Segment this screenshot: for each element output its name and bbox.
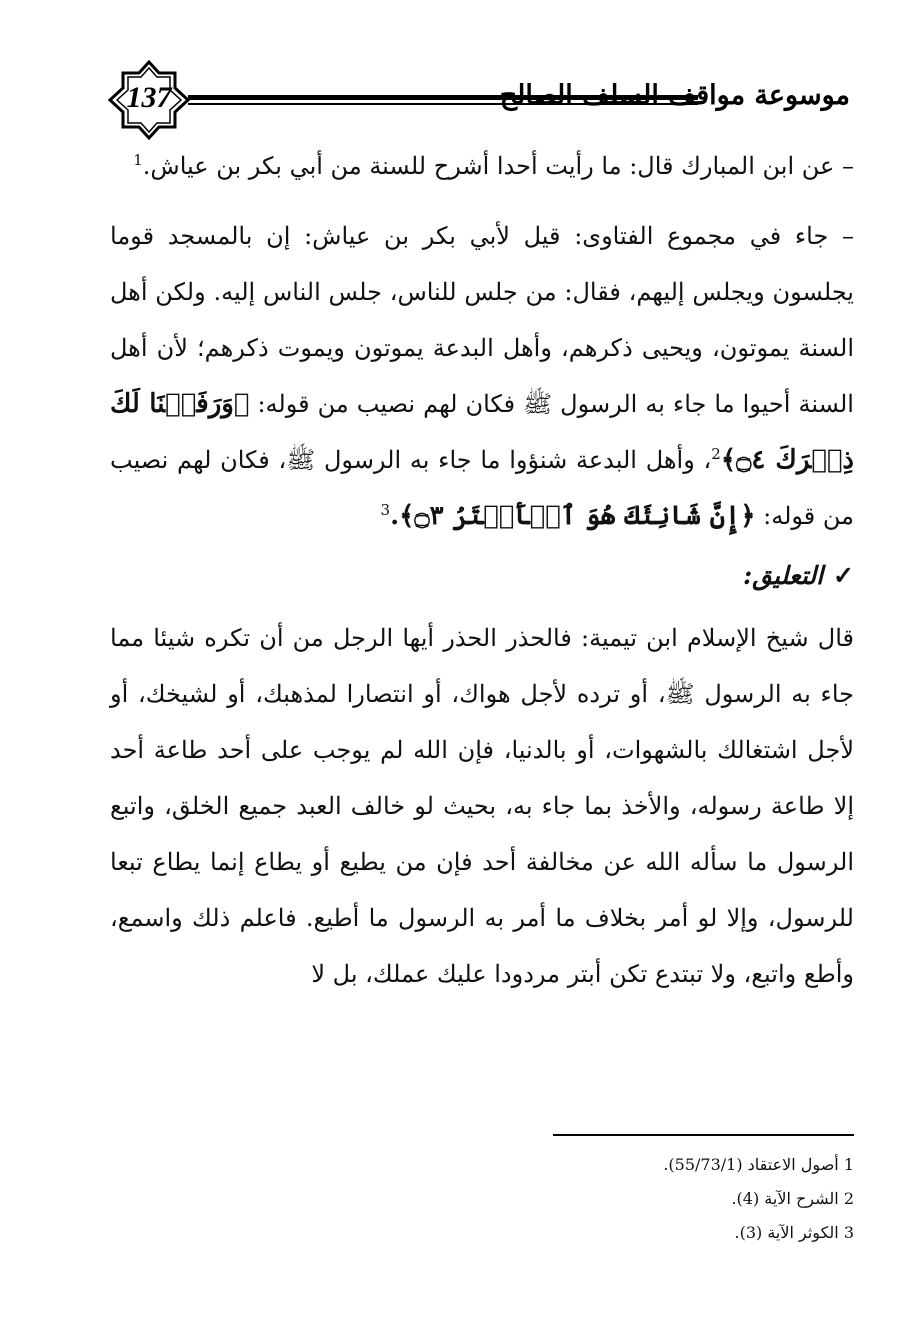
page-number: 137 xyxy=(126,81,172,114)
commentary-paragraph: قال شيخ الإسلام ابن تيمية: فالحذر الحذر أيها الرجل من أن تكره شيئا مما جاء به الرسول ﷺ، أو ترده لأجل هواك، أو انتصارا لمذهبك، أو لشيخك، أو لأجل اشتغالك بالشهوات، أو بالدنيا، فإن الله لم يوجب على أحد طاعة أحد إلا طاعة رسوله، والأخذ بما جاء به، بحيث لو خالف العبد جميع الخلق، واتبع الرسول ما سأله الله عن مخالفة أحد فإن من يطيع أو يطاع إنما يطاع تبعا للرسول، وإلا لو أمر بخلاف ما أمر به الرسول ما أطيع. فاعلم ذلك واسمع، وأطع واتبع، ولا تبتدع تكن أبتر مردودا عليك عملك، بل لا xyxy=(110,624,854,988)
footnote-ref: 2 xyxy=(711,445,721,463)
footnote-ref: 1 xyxy=(133,151,143,169)
check-icon: ✓ xyxy=(833,561,854,590)
main-text xyxy=(110,138,854,1002)
page-header xyxy=(108,60,850,140)
footnote-divider xyxy=(553,1134,854,1136)
paragraph-text: – عن ابن المبارك قال: ما رأيت أحدا أشرح للسنة من أبي بكر بن عياش. xyxy=(142,152,854,180)
footnote: 3 الكوثر الآية (3). xyxy=(734,1223,854,1242)
paragraph-text: – جاء في مجموع الفتاوى: قيل لأبي بكر بن عياش: إن بالمسجد قوما يجلسون ويجلس إليهم، فقال: من جلس للناس، جلس الناس إليه. ولكن أهل السنة يموتون، ويحيى ذكرهم، وأهل البدعة يموتون ويموت ذكرهم؛ لأن أهل السنة أحيوا ما جاء به الرسول ﷺ فكان لهم نصيب من قوله: xyxy=(110,222,854,418)
commentary-heading-text: التعليق: xyxy=(742,561,824,590)
quran-verse: ﴿إِنَّ شَانِئَكَ هُوَ ٱلۡأَبۡتَرُ ۝٣﴾. xyxy=(390,501,756,531)
footnote: 1 أصول الاعتقاد (55/73/1). xyxy=(663,1155,854,1174)
commentary-heading xyxy=(110,548,854,604)
paragraph-fatawa xyxy=(110,208,854,544)
paragraph-ibn-mubarak xyxy=(110,138,854,194)
footnotes xyxy=(500,1148,854,1250)
footnote-ref: 3 xyxy=(380,501,391,519)
footnote: 2 الشرح الآية (4). xyxy=(731,1189,854,1208)
paragraph-text: ، وأهل البدعة شنؤوا ما جاء به الرسول ﷺ، فكان لهم نصيب من قوله: xyxy=(110,446,854,530)
book-title: موسوعة مواقف السلف الصالح xyxy=(499,80,850,111)
page-number-badge xyxy=(108,60,190,140)
quran-verse: ﴿وَرَفَعۡنَا لَكَ ذِكۡرَكَ ۝٤﴾ xyxy=(110,389,854,475)
